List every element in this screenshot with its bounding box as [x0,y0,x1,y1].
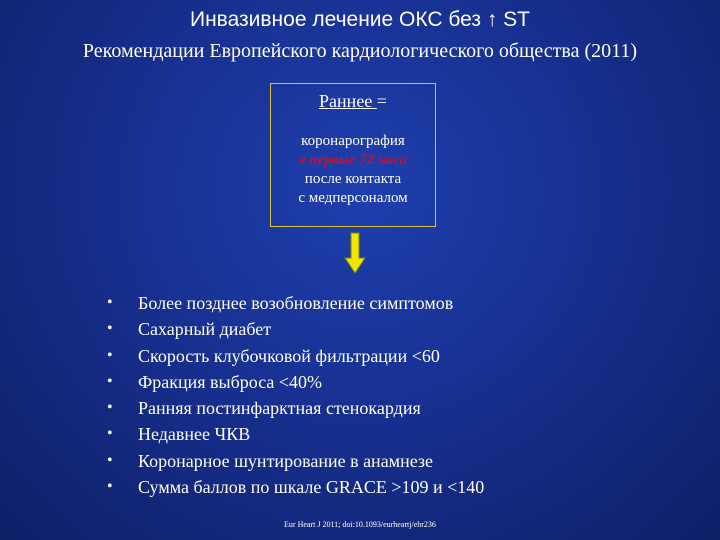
bullet-icon: • [107,478,113,496]
box-line-2-highlight: в первые 72 часа [298,152,408,168]
list-item-text: Сумма баллов по шкале GRACE >109 и <140 [138,477,485,498]
list-item-text: Скорость клубочковой фильтрации <60 [138,345,440,366]
list-item [107,448,484,474]
bullet-icon: • [107,399,113,417]
list-item [107,395,484,421]
definition-box [270,83,436,227]
bullet-icon: • [107,320,113,338]
list-item-text: Сахарный диабет [138,319,272,340]
box-heading [271,91,435,112]
list-item [107,369,484,395]
bullet-icon: • [107,346,113,364]
slide-title: Инвазивное лечение ОКС без ↑ ST [189,8,531,31]
bullet-icon: • [107,451,113,469]
reference-citation: Eur Heart J 2011; doi:10.1093/eurheartj/ehr236 [284,520,436,529]
list-item-text: Недавнее ЧКВ [138,424,251,445]
list-item [107,316,484,342]
bullet-icon: • [107,372,113,390]
bullet-icon: • [107,294,113,311]
list-item-text: Фракция выброса <40% [138,371,323,392]
box-line-4: с медперсоналом [298,190,408,206]
list-item [107,290,484,316]
list-item [107,343,484,369]
box-line-1: коронарография [301,133,405,149]
list-item-text: Более позднее возобновление симптомов [138,293,454,313]
list-item-text: Ранняя постинфарктная стенокардия [138,398,421,419]
box-heading-equals: = [376,91,387,111]
list-item-text: Коронарное шунтирование в анамнезе [138,450,434,471]
box-heading-underlined: Раннее [319,91,377,111]
bullet-icon: • [107,425,113,443]
list-item [107,474,484,500]
criteria-list [107,290,484,500]
slide-subtitle: Рекомендации Европейского кардиологического общества (2011) [82,40,638,62]
list-item [107,421,484,447]
box-body [271,132,435,208]
down-arrow-icon [344,232,366,274]
box-line-3: после контакта [304,171,402,187]
